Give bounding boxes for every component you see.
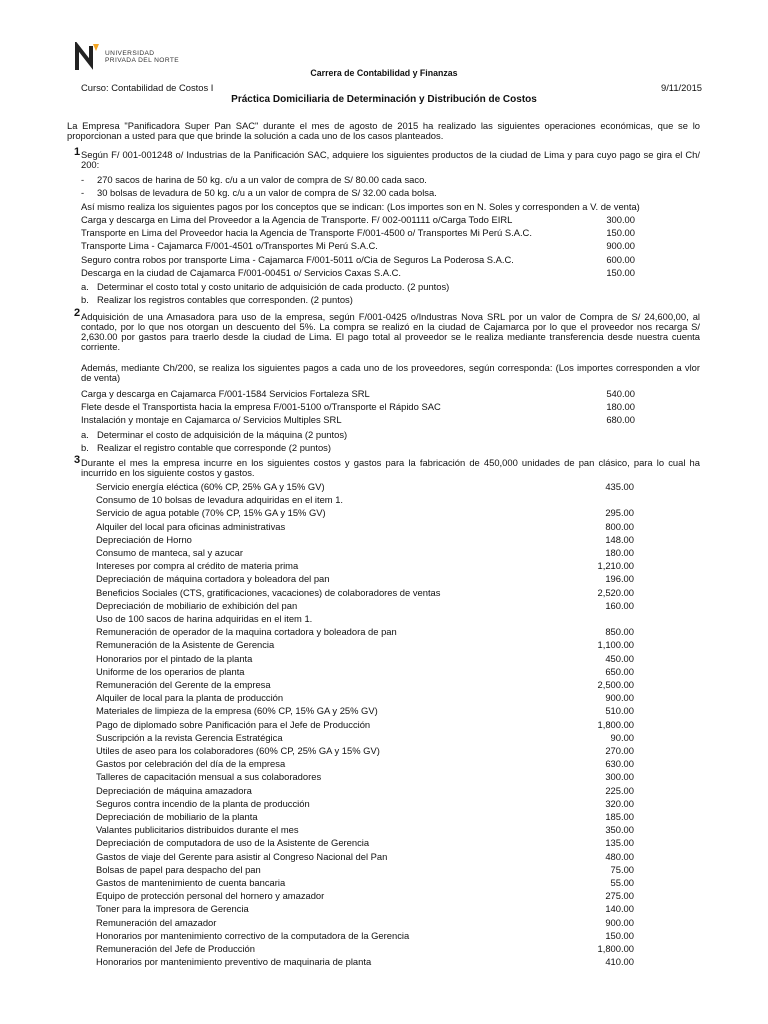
cost-row xyxy=(96,640,634,650)
amount-value: 196.00 xyxy=(605,573,634,585)
cost-row xyxy=(96,588,634,598)
cost-row xyxy=(96,957,634,967)
concept-text: Gastos de mantenimiento de cuenta bancaria xyxy=(96,877,286,888)
concept-text: Gastos por celebración del día de la empresa xyxy=(96,758,286,770)
cost-row xyxy=(96,693,634,703)
concept-text: Talleres de capacitación mensual a sus colaboradores xyxy=(96,771,322,783)
document-date: 9/11/2015 xyxy=(660,82,702,93)
concept-text: Depreciación de máquina cortadora y boleadora del pan xyxy=(96,573,330,585)
concept-text: Alquiler de local para la planta de producción xyxy=(96,692,284,704)
concept-text: Valantes publicitarios distribuidos durante el mes xyxy=(96,824,299,836)
amount-value: 320.00 xyxy=(605,797,634,809)
cost-row xyxy=(96,574,634,584)
amount-value: 630.00 xyxy=(605,758,634,770)
item-2-task-b xyxy=(81,443,331,453)
concept-text: Depreciación de máquina amazadora xyxy=(96,784,252,796)
concept-text: Uso de 100 sacos de harina adquiridas en el item 1. xyxy=(96,613,313,624)
amount-value: 1,100.00 xyxy=(597,639,634,651)
item-3-number: 3 xyxy=(74,454,81,466)
concept-text: Beneficios Sociales (CTS, gratificaciones, vacaciones) de colaboradores de ventas xyxy=(96,586,441,598)
concept-text: Seguro contra robos por transporte Lima - Cajamarca F/001-5011 o/Cia de Seguros La Poderosa S.A.C. xyxy=(81,253,514,265)
amount-value: 480.00 xyxy=(605,850,634,862)
cost-row xyxy=(81,255,635,265)
item-1-note: Así mismo realiza los siguientes pagos por los conceptos que se indican: (Los importes son en N. Soles y corresponden a V. de venta) xyxy=(81,201,640,212)
bullet-text: 30 bolsas de levadura de 50 kg. c/u a un valor de compra de S/ 32.00 cada bolsa. xyxy=(97,187,437,198)
bullet-text: 270 sacos de harina de 50 kg. c/u a un valor de compra de S/ 80.00 cada saco. xyxy=(97,174,427,185)
cost-row xyxy=(96,865,634,875)
cost-row xyxy=(96,482,634,492)
concept-text: Intereses por compra al crédito de materia prima xyxy=(96,560,299,572)
concept-text: Flete desde el Transportista hacia la empresa F/001-5100 o/Transporte el Rápido SAC xyxy=(81,401,441,413)
concept-text: Honorarios por el pintado de la planta xyxy=(96,652,253,664)
task-letter: b. xyxy=(81,294,89,305)
career-title: Carrera de Contabilidad y Finanzas xyxy=(310,68,458,78)
concept-text: Consumo de 10 bolsas de levadura adquiridas en el item 1. xyxy=(96,494,344,506)
amount-value: 900.00 xyxy=(606,240,635,252)
item-1-task-a xyxy=(81,282,449,292)
amount-value: 600.00 xyxy=(606,253,635,265)
cost-row xyxy=(96,825,634,835)
cost-row xyxy=(96,931,634,941)
concept-text: Transporte Lima - Cajamarca F/001-4501 o/Transportes Mi Perú S.A.C. xyxy=(81,240,378,252)
cost-row xyxy=(96,786,634,796)
cost-row xyxy=(81,241,635,251)
concept-text: Honorarios por mantenimiento preventivo de maquinaria de planta xyxy=(96,956,372,968)
cost-row xyxy=(96,878,634,888)
task-letter: b. xyxy=(81,442,89,453)
task-text: Realizar los registros contables que corresponden. (2 puntos) xyxy=(97,294,353,305)
task-letter: a. xyxy=(81,429,89,440)
concept-text: Depreciación de mobiliario de exhibición del pan xyxy=(96,599,298,611)
logo-text xyxy=(105,50,179,65)
concept-text: Bolsas de papel para despacho del pan xyxy=(96,863,261,875)
concept-text: Depreciación de Horno xyxy=(96,533,192,545)
cost-row xyxy=(96,654,634,664)
cost-row xyxy=(96,535,634,545)
amount-value: 148.00 xyxy=(605,533,634,545)
item-2-number: 2 xyxy=(74,307,81,319)
concept-text: Transporte en Lima del Proveedor hacia la Agencia de Transporte F/001-4500 o/ Transportes Mi Perú S.A.C. xyxy=(81,227,532,239)
logo-line2: PRIVADA DEL NORTE xyxy=(105,57,180,64)
amount-value: 150.00 xyxy=(606,266,635,278)
cost-row xyxy=(96,495,634,505)
concept-text: Alquiler del local para oficinas administrativas xyxy=(96,520,286,532)
cost-row xyxy=(96,680,634,690)
concept-text: Carga y descarga en Lima del Proveedor a la Agencia de Transporte. F/ 002-001111 o/Carga Todo EIRL xyxy=(81,214,513,225)
concept-text: Servicio energía eléctica (60% CP, 25% GA y 15% GV) xyxy=(96,481,325,492)
course-label: Curso: Contabilidad de Costos I xyxy=(81,82,214,93)
amount-value: 150.00 xyxy=(605,929,634,941)
concept-text: Pago de diplomado sobre Panificación para el Jefe de Producción xyxy=(96,718,371,730)
item-1-number: 1 xyxy=(74,146,81,158)
item-1-task-b xyxy=(81,295,353,305)
cost-row xyxy=(81,215,635,225)
amount-value: 180.00 xyxy=(606,401,635,413)
cost-row xyxy=(96,891,634,901)
cost-row xyxy=(96,944,634,954)
cost-row xyxy=(96,746,634,756)
task-text: Realizar el registro contable que corresponde (2 puntos) xyxy=(97,442,331,453)
task-text: Determinar el costo de adquisición de la máquina (2 puntos) xyxy=(97,429,348,440)
cost-row xyxy=(96,772,634,782)
concept-text: Materiales de limpieza de la empresa (60% CP, 15% GA y 25% GV) xyxy=(96,705,378,717)
concept-text: Utiles de aseo para los colaboradores (60% CP, 25% GA y 15% GV) xyxy=(96,745,380,756)
amount-value: 140.00 xyxy=(605,903,634,915)
cost-row xyxy=(96,733,634,743)
cost-row xyxy=(81,268,635,278)
amount-value: 160.00 xyxy=(605,599,634,611)
item-1-text: Según F/ 001-001248 o/ Industrias de la Panificación SAC, adquiere los siguientes productos de la ciudad de Lima y para cuyo pago se gira el Ch/ 200: xyxy=(81,149,700,170)
cost-row xyxy=(96,561,634,571)
amount-value: 350.00 xyxy=(605,824,634,836)
cost-row xyxy=(96,838,634,848)
cost-row xyxy=(96,601,634,611)
amount-value: 150.00 xyxy=(606,227,635,239)
amount-value: 450.00 xyxy=(605,652,634,664)
page-title: Práctica Domiciliaria de Determinación y Distribución de Costos xyxy=(231,94,537,105)
concept-text: Seguros contra incendio de la planta de producción xyxy=(96,797,310,809)
concept-text: Gastos de viaje del Gerente para asistir al Congreso Nacional del Pan xyxy=(96,850,388,862)
concept-text: Suscripción a la revista Gerencia Estratégica xyxy=(96,731,283,743)
concept-text: Descarga en la ciudad de Cajamarca F/001-00451 o/ Servicios Caxas S.A.C. xyxy=(81,266,401,278)
amount-value: 180.00 xyxy=(605,547,634,558)
cost-row xyxy=(96,522,634,532)
cost-row xyxy=(96,812,634,822)
concept-text: Remuneración del amazador xyxy=(96,916,217,928)
amount-value: 900.00 xyxy=(605,692,634,704)
amount-value: 90.00 xyxy=(610,731,634,743)
cost-row xyxy=(96,508,634,518)
amount-value xyxy=(574,614,634,624)
logo-line1: UNIVERSIDAD xyxy=(105,49,155,57)
concept-text: Toner para la impresora de Gerencia xyxy=(96,903,249,915)
concept-text: Consumo de manteca, sal y azucar xyxy=(96,547,243,558)
intro-paragraph: La Empresa "Panificadora Super Pan SAC" durante el mes de agosto de 2015 ha realizado las siguientes operaciones económicas, que se lo proporcionan a usted para que que brinde la solución a cada uno de los casos planteados. xyxy=(67,120,700,141)
amount-value xyxy=(574,495,634,505)
concept-text: Remuneración del Jefe de Producción xyxy=(96,943,255,954)
cost-row xyxy=(96,918,634,928)
amount-value: 410.00 xyxy=(605,956,634,968)
concept-text: Remuneración del Gerente de la empresa xyxy=(96,679,271,690)
cost-row xyxy=(96,548,634,558)
cost-row xyxy=(81,402,635,412)
amount-value: 275.00 xyxy=(605,890,634,902)
amount-value: 185.00 xyxy=(605,811,634,822)
amount-value: 540.00 xyxy=(606,388,635,399)
amount-value: 300.00 xyxy=(605,771,634,783)
concept-text: Honorarios por mantenimiento correctivo de la computadora de la Gerencia xyxy=(96,929,410,941)
amount-value: 270.00 xyxy=(605,745,634,756)
amount-value: 800.00 xyxy=(605,520,634,532)
amount-value: 2,500.00 xyxy=(597,679,634,690)
amount-value: 850.00 xyxy=(605,626,634,638)
concept-text: Depreciación de computadora de uso de la Asistente de Gerencia xyxy=(96,837,370,849)
amount-value: 55.00 xyxy=(610,877,634,888)
amount-value: 135.00 xyxy=(605,837,634,849)
amount-value: 510.00 xyxy=(605,705,634,717)
cost-row xyxy=(96,614,634,624)
amount-value: 650.00 xyxy=(605,665,634,677)
concept-text: Servicio de agua potable (70% CP, 15% GA y 15% GV) xyxy=(96,507,326,519)
item-2-text: Adquisición de una Amasadora para uso de la empresa, según F/001-0425 o/Industras Nova SRL por un valor de Compra de S/ 24,600,00, al contado, por lo que nos otorgan un descuento del 5%. La compra se realizó en la ciudad de Cajamarca por lo que el proveedor nos recarga S/ 2,630.00 por gastos para traerlo desde la ciudad de Lima. El pago total al proveedor se le realiza mediante transferencia desde nuestra cuenta corriente. xyxy=(81,311,700,352)
cost-row xyxy=(96,904,634,914)
cost-row xyxy=(96,799,634,809)
concept-text: Equipo de protección personal del hornero y amazador xyxy=(96,890,325,902)
concept-text: Depreciación de mobiliario de la planta xyxy=(96,811,258,822)
item-3-text: Durante el mes la empresa incurre en los siguientes costos y gastos para la fabricación de 450,000 unidades de pan clásico, para lo cual ha incurrido en los siguiente costos y gastos. xyxy=(81,457,700,478)
amount-value: 1,210.00 xyxy=(597,560,634,572)
amount-value: 75.00 xyxy=(610,863,634,875)
task-text: Determinar el costo total y costo unitario de adquisición de cada producto. (2 puntos) xyxy=(97,281,450,292)
amount-value: 2,520.00 xyxy=(597,586,634,598)
cost-row xyxy=(96,627,634,637)
cost-row xyxy=(96,759,634,769)
item-2-task-a xyxy=(81,430,347,440)
concept-text: Remuneración de operador de la maquina cortadora y boleadora de pan xyxy=(96,626,397,638)
amount-value: 900.00 xyxy=(605,916,634,928)
item-1-bullet: - 30 bolsas de levadura de 50 kg. c/u a un valor de compra de S/ 32.00 cada bolsa. xyxy=(81,187,437,198)
cost-row xyxy=(96,667,634,677)
item-2-note: Además, mediante Ch/200, se realiza los siguientes pagos a cada uno de los proveedores, según corresponda: (Los importes corresponden a vlor de venta) xyxy=(81,362,700,383)
item-1-bullet: - 270 sacos de harina de 50 kg. c/u a un valor de compra de S/ 80.00 cada saco. xyxy=(81,174,427,185)
amount-value: 680.00 xyxy=(606,414,635,426)
amount-value: 300.00 xyxy=(606,214,635,225)
amount-value: 225.00 xyxy=(605,784,634,796)
concept-text: Instalación y montaje en Cajamarca o/ Servicios Multiples SRL xyxy=(81,414,342,426)
cost-row xyxy=(81,389,635,399)
concept-text: Carga y descarga en Cajamarca F/001-1584 Servicios Fortaleza SRL xyxy=(81,388,370,399)
amount-value: 1,800.00 xyxy=(597,943,634,954)
cost-row xyxy=(81,415,635,425)
amount-value: 295.00 xyxy=(605,507,634,519)
amount-value: 1,800.00 xyxy=(597,718,634,730)
cost-row xyxy=(96,720,634,730)
cost-row xyxy=(96,706,634,716)
amount-value: 435.00 xyxy=(605,481,634,492)
cost-row xyxy=(81,228,635,238)
concept-text: Uniforme de los operarios de planta xyxy=(96,665,245,677)
task-letter: a. xyxy=(81,281,89,292)
cost-row xyxy=(96,852,634,862)
concept-text: Remuneración de la Asistente de Gerencia xyxy=(96,639,275,651)
